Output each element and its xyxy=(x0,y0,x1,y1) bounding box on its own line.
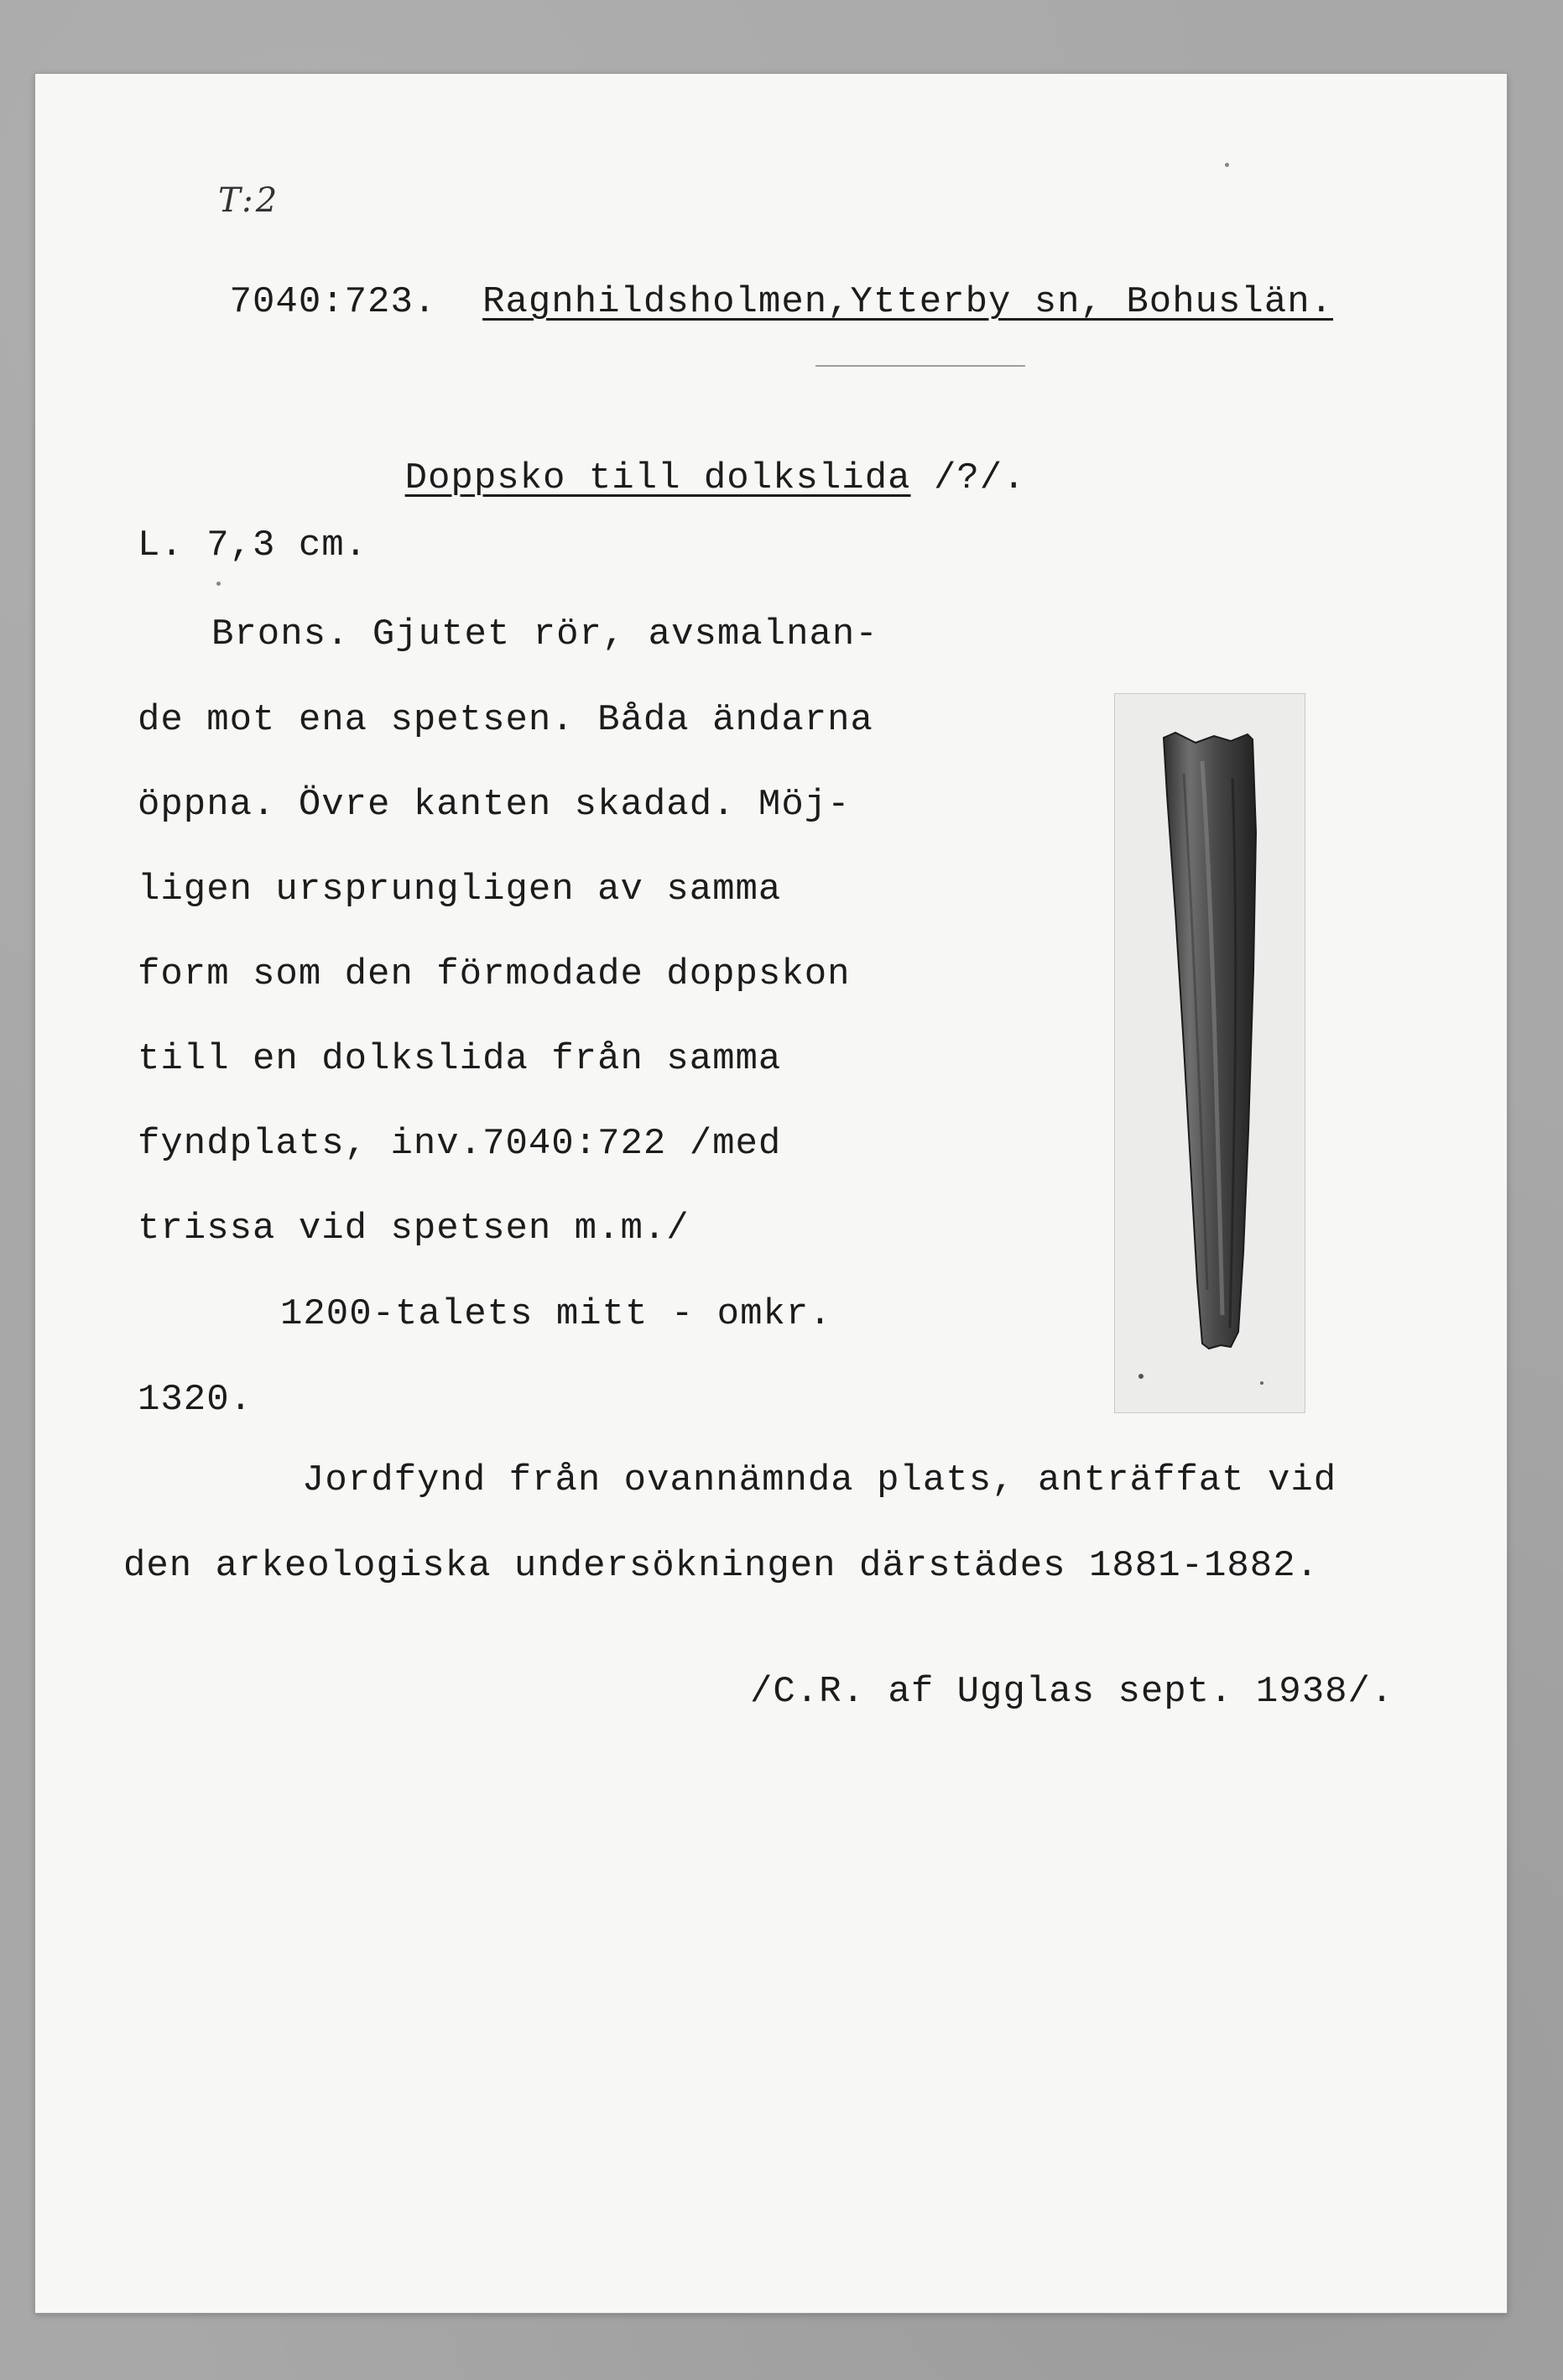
measurement: L. 7,3 cm. xyxy=(138,525,368,566)
header-location: Ragnhildsholmen,Ytterby sn, Bohuslän. xyxy=(482,281,1334,323)
handwritten-mark: T:2 xyxy=(218,181,280,220)
signature: /C.R. af Ugglas sept. 1938/. xyxy=(750,1671,1394,1713)
dating-year: 1320. xyxy=(138,1379,253,1421)
object-title: Doppsko till dolkslida xyxy=(404,457,911,499)
artifact-photo xyxy=(1114,693,1305,1413)
catalog-card xyxy=(35,74,1507,2313)
description-line: ligen ursprungligen av samma xyxy=(138,869,782,911)
description-line: öppna. Övre kanten skadad. Möj- xyxy=(138,784,851,826)
scan-speck xyxy=(1225,163,1229,167)
description-line: trissa vid spetsen m.m./ xyxy=(138,1208,690,1250)
description-line: form som den förmodade doppskon xyxy=(138,953,851,995)
find-line: den arkeologiska undersökningen därstädes 1881-1882. xyxy=(123,1545,1320,1587)
title-suffix: /?/. xyxy=(933,457,1026,499)
dating-line: 1200-talets mitt - omkr. xyxy=(280,1293,832,1335)
description-line: fyndplats, inv.7040:722 /med xyxy=(138,1123,782,1165)
description-line: till en dolkslida från samma xyxy=(138,1038,782,1080)
title-row xyxy=(313,408,1026,549)
description-line: de mot ena spetsen. Båda ändarna xyxy=(138,699,873,741)
header-row xyxy=(138,232,1333,373)
description-line: Brons. Gjutet rör, avsmalnan- xyxy=(211,613,878,655)
bronze-tube-artifact-photo-icon xyxy=(1115,694,1306,1414)
underline-mark xyxy=(815,365,1025,367)
scan-speck xyxy=(216,582,221,586)
header-number: 7040:723. xyxy=(229,281,437,323)
find-line: Jordfynd från ovannämnda plats, anträffat vid xyxy=(302,1459,1337,1501)
